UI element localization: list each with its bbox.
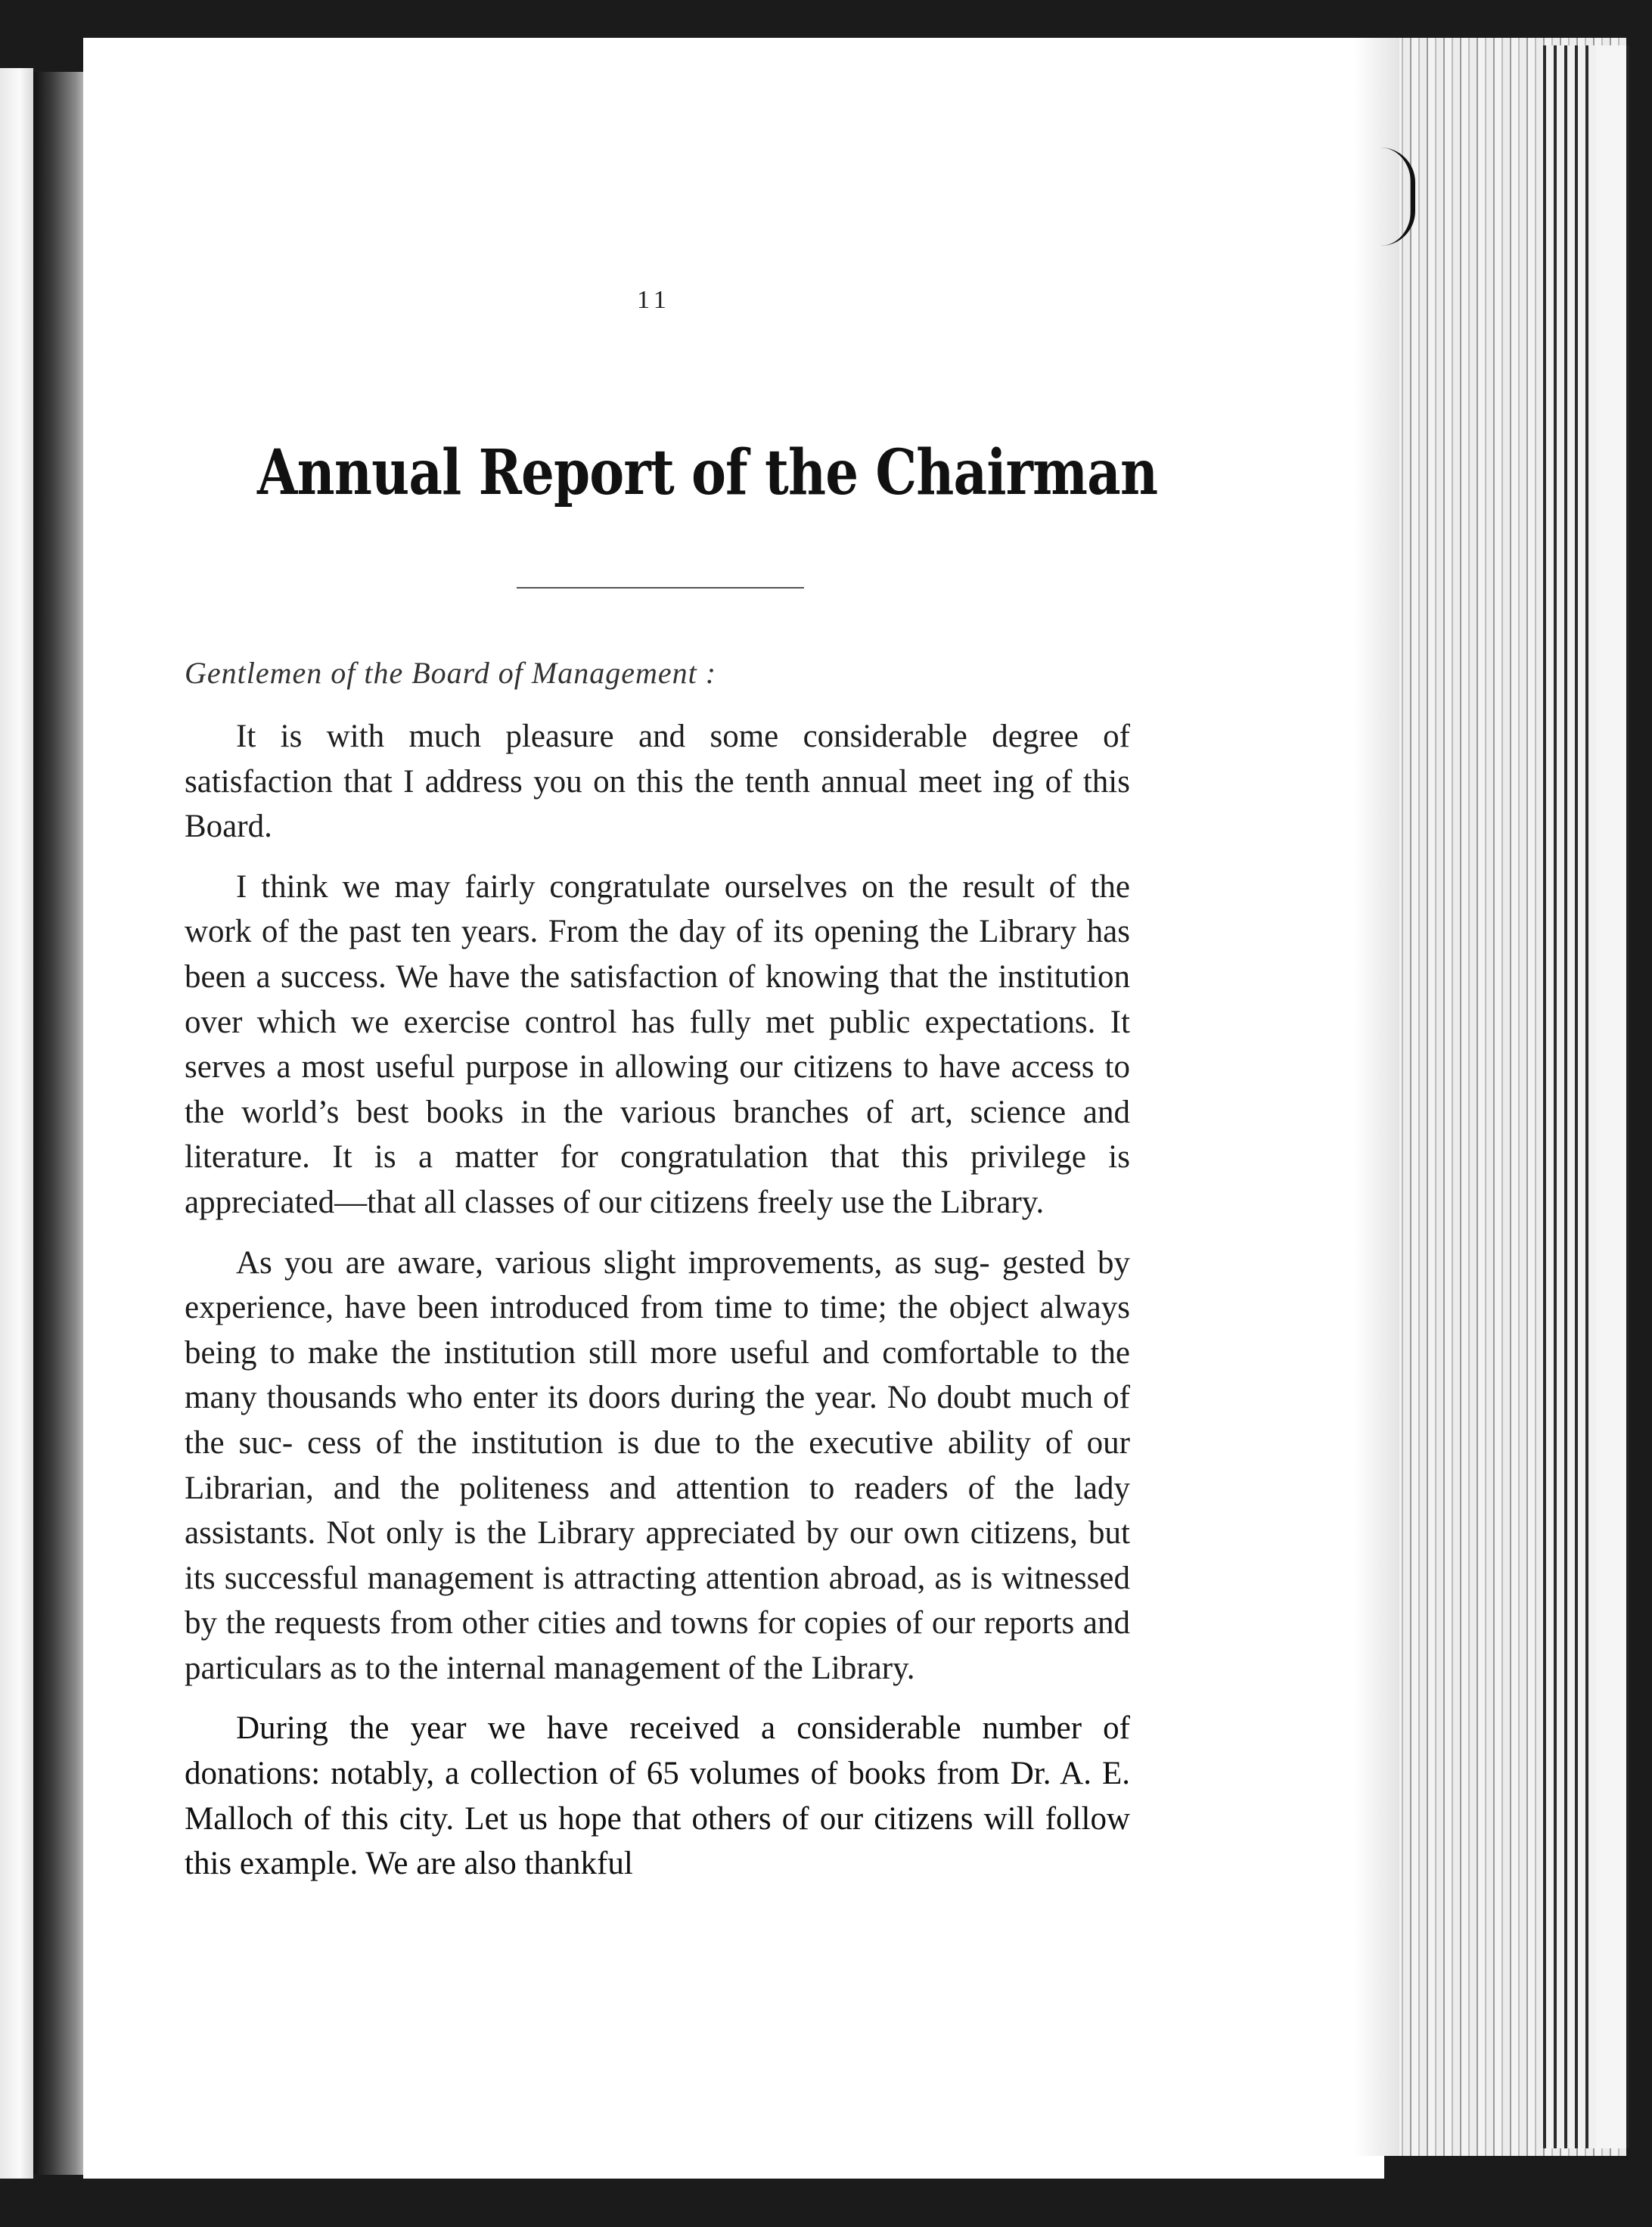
salutation: Gentlemen of the Board of Management : xyxy=(185,656,717,690)
page-edge-lines xyxy=(1543,45,1596,2148)
previous-page-edge xyxy=(0,68,33,2179)
book-cover-edge xyxy=(1596,45,1629,2148)
page-curl-shadow xyxy=(1354,38,1399,2156)
page-number: 11 xyxy=(637,286,671,314)
title-divider xyxy=(517,587,804,589)
page-title: Annual Report of the Chairman xyxy=(257,436,1158,509)
body-text xyxy=(185,714,1130,1902)
paragraph: As you are aware, various slight improvements, as sug- gested by experience, have been introduced from time to time; the object always being to make the institution still more useful and comfortable to the many thousands who enter its doors during the year. No doubt much of the suc- cess of the institution is due to the executive ability of our Librarian, and the politeness and attention to readers of the lady assistants. Not only is the Library appreciated by our own citizens, but its successful management is attracting attention abroad, as is witnessed by the requests from other cities and towns for copies of our reports and particulars as to the internal management of the Library. xyxy=(185,1244,1130,1686)
paragraph: During the year we have received a considerable number of donations: notably, a collection of 65 volumes of books from Dr. A. E. Malloch of this city. Let us hope that others of our citizens will follow this example. We are also thankful xyxy=(185,1710,1130,1882)
paragraph: It is with much pleasure and some considerable degree of satisfaction that I address you on this the tenth annual meet ing of this Board. xyxy=(185,719,1130,845)
paragraph: I think we may fairly congratulate ourselves on the result of the work of the past ten years. From the day of its opening the Library has been a success. We have the satisfaction of knowing that the institution over which we exercise control has fully met public expectations. It serves a most useful purpose in allowing our citizens to have access to the world’s best books in the various branches of art, science and literature. It is a matter for congratulation that this privilege is appreciated—that all classes of our citizens freely use the Library. xyxy=(185,868,1130,1220)
